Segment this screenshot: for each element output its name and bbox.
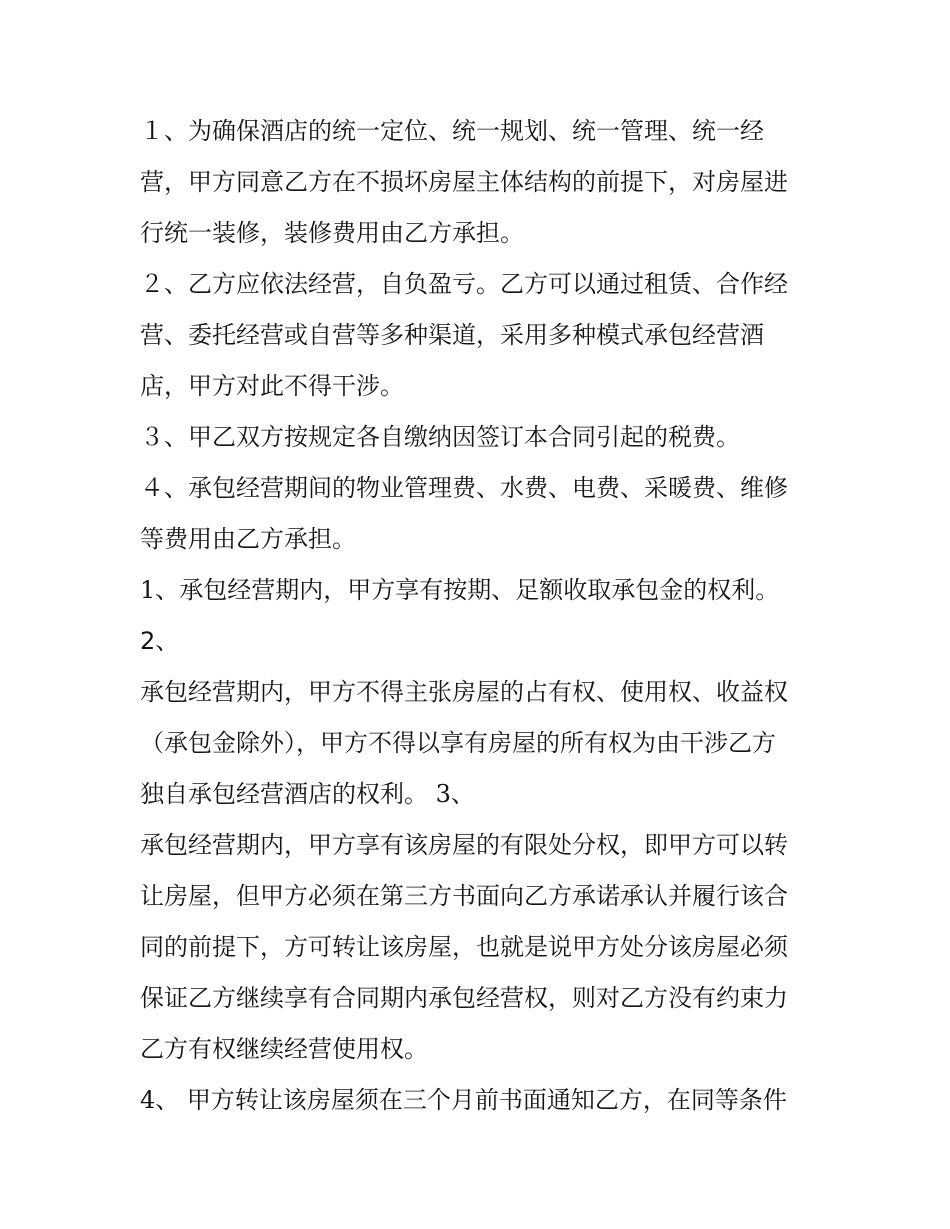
text-line: 营、委托经营或自营等多种渠道，采用多种模式承包经营酒 (140, 321, 764, 349)
text-line: 承包经营期内，甲方不得主张房屋的占有权、使用权、收益权 (140, 678, 788, 706)
text-line: 营，甲方同意乙方在不损坏房屋主体结构的前提下，对房屋进 (140, 168, 788, 196)
text-line: 4、 甲方转让该房屋须在三个月前书面通知乙方，在同等条件 (140, 1086, 787, 1114)
text-line: 乙方有权继续经营使用权。 (140, 1035, 428, 1063)
text-line: 同的前提下，方可转让该房屋，也就是说甲方处分该房屋必须 (140, 933, 788, 961)
text-line: 行统一装修，装修费用由乙方承担。 (140, 219, 524, 247)
text-line: 让房屋，但甲方必须在第三方书面向乙方承诺承认并履行该合 (140, 882, 788, 910)
text-line: １、为确保酒店的统一定位、统一规划、统一管理、统一经 (140, 117, 764, 145)
text-line: 店，甲方对此不得干涉。 (140, 372, 404, 400)
text-line: 独自承包经营酒店的权利。 3、 (140, 780, 475, 808)
text-line: 保证乙方继续享有合同期内承包经营权，则对乙方没有约束力 (140, 984, 788, 1012)
text-line: ３、甲乙双方按规定各自缴纳因签订本合同引起的税费。 (140, 423, 740, 451)
text-line: 承包经营期内，甲方享有该房屋的有限处分权，即甲方可以转 (140, 831, 788, 859)
text-line: ２、乙方应依法经营，自负盈亏。乙方可以通过租赁、合作经 (140, 270, 788, 298)
text-line: ４、承包经营期间的物业管理费、水费、电费、采暖费、维修 (140, 474, 788, 502)
text-line: 2、 (140, 627, 180, 655)
text-line: 1、承包经营期内，甲方享有按期、足额收取承包金的权利。 (140, 576, 780, 604)
text-line: 等费用由乙方承担。 (140, 525, 356, 553)
text-line: （承包金除外），甲方不得以享有房屋的所有权为由干涉乙方 (140, 729, 776, 757)
